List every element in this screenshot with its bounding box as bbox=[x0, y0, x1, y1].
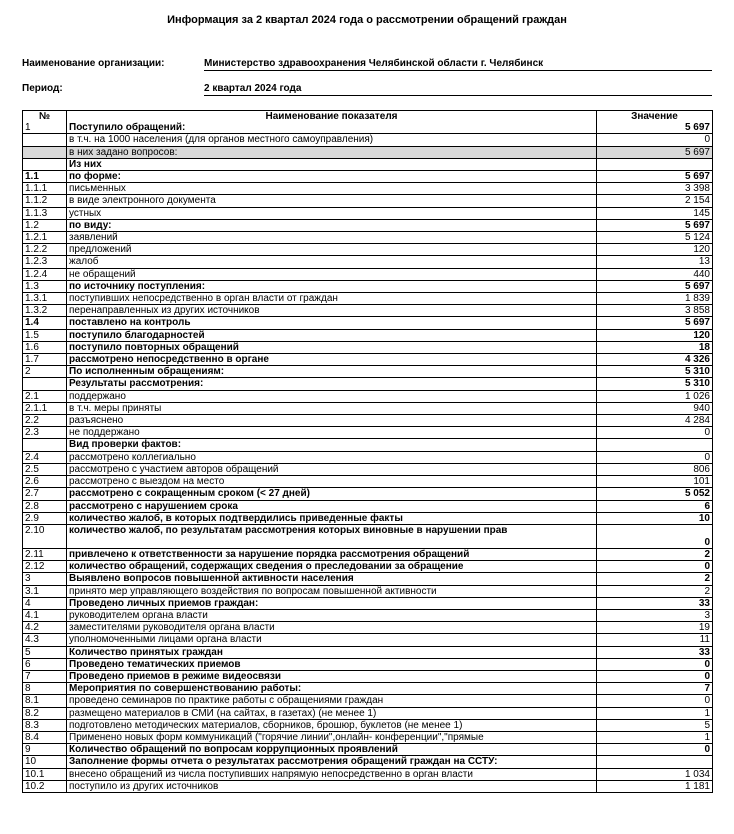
row-number: 2.7 bbox=[23, 488, 67, 500]
row-name: Применено новых форм коммуникаций ("горячие линии",онлайн- конференции","прямые bbox=[67, 731, 597, 743]
table-row bbox=[23, 280, 713, 292]
row-name: привлечено к ответственности за нарушение порядка рассмотрения обращений bbox=[67, 548, 597, 560]
row-value: 13 bbox=[597, 256, 713, 268]
row-name: по источнику поступления: bbox=[67, 280, 597, 292]
table-row bbox=[23, 573, 713, 585]
row-number: 1.3.1 bbox=[23, 293, 67, 305]
table-row bbox=[23, 609, 713, 621]
row-value: 5 bbox=[597, 719, 713, 731]
row-name: Проведено тематических приемов bbox=[67, 658, 597, 670]
row-number: 2.11 bbox=[23, 548, 67, 560]
table-row bbox=[23, 256, 713, 268]
row-number: 6 bbox=[23, 658, 67, 670]
row-number: 1.1.2 bbox=[23, 195, 67, 207]
table-row bbox=[23, 415, 713, 427]
row-name: поддержано bbox=[67, 390, 597, 402]
row-value: 0 bbox=[597, 744, 713, 756]
row-value: 101 bbox=[597, 476, 713, 488]
table-row bbox=[23, 756, 713, 768]
row-name: предложений bbox=[67, 244, 597, 256]
row-value: 2 154 bbox=[597, 195, 713, 207]
table-row bbox=[23, 548, 713, 560]
row-value: 11 bbox=[597, 634, 713, 646]
row-value: 5 697 bbox=[597, 146, 713, 158]
header-name: Наименование показателя bbox=[67, 111, 597, 123]
report-table bbox=[22, 110, 713, 793]
row-name: перенаправленных из других источников bbox=[67, 305, 597, 317]
row-number: 1.7 bbox=[23, 354, 67, 366]
row-name: принято мер управляющего воздействия по вопросам повышенной активности bbox=[67, 585, 597, 597]
row-number: 8.2 bbox=[23, 707, 67, 719]
row-number: 10.1 bbox=[23, 768, 67, 780]
table-row bbox=[23, 512, 713, 524]
row-value: 19 bbox=[597, 622, 713, 634]
table-row bbox=[23, 427, 713, 439]
row-value: 1 026 bbox=[597, 390, 713, 402]
row-value: 3 bbox=[597, 609, 713, 621]
row-name: по форме: bbox=[67, 171, 597, 183]
row-number: 2.1 bbox=[23, 390, 67, 402]
row-name: рассмотрено непосредственно в органе bbox=[67, 354, 597, 366]
row-number: 2.8 bbox=[23, 500, 67, 512]
table-row bbox=[23, 158, 713, 170]
period-value: 2 квартал 2024 года bbox=[204, 83, 712, 96]
row-name: количество жалоб, по результатам рассмотрения которых виновные в нарушении прав bbox=[67, 524, 597, 548]
table-row bbox=[23, 378, 713, 390]
row-value: 2 bbox=[597, 573, 713, 585]
row-value: 10 bbox=[597, 512, 713, 524]
row-value: 18 bbox=[597, 341, 713, 353]
row-value: 3 398 bbox=[597, 183, 713, 195]
row-number: 8.1 bbox=[23, 695, 67, 707]
table-row bbox=[23, 658, 713, 670]
row-number bbox=[23, 439, 67, 451]
org-label: Наименование организации: bbox=[22, 58, 165, 69]
row-value: 4 326 bbox=[597, 354, 713, 366]
row-value: 0 bbox=[597, 561, 713, 573]
row-number: 10 bbox=[23, 756, 67, 768]
row-number: 2.10 bbox=[23, 524, 67, 548]
table-row bbox=[23, 646, 713, 658]
row-number: 1 bbox=[23, 122, 67, 134]
row-number: 2.3 bbox=[23, 427, 67, 439]
row-name: внесено обращений из числа поступивших напрямую непосредственно в орган власти bbox=[67, 768, 597, 780]
row-number: 9 bbox=[23, 744, 67, 756]
row-name: рассмотрено с выездом на место bbox=[67, 476, 597, 488]
table-row bbox=[23, 402, 713, 414]
row-number: 10.2 bbox=[23, 780, 67, 792]
row-number: 1.2 bbox=[23, 219, 67, 231]
table-row bbox=[23, 561, 713, 573]
table-row bbox=[23, 232, 713, 244]
row-value bbox=[597, 158, 713, 170]
row-number: 2 bbox=[23, 366, 67, 378]
row-number: 4.1 bbox=[23, 609, 67, 621]
row-name: разъяснено bbox=[67, 415, 597, 427]
row-value: 0 bbox=[597, 134, 713, 146]
row-name: Проведено приемов в режиме видеосвязи bbox=[67, 670, 597, 682]
row-name: Заполнение формы отчета о результатах рассмотрения обращений граждан на ССТУ: bbox=[67, 756, 597, 768]
table-row bbox=[23, 476, 713, 488]
row-value: 0 bbox=[597, 427, 713, 439]
table-row bbox=[23, 585, 713, 597]
page-title: Информация за 2 квартал 2024 года о рассмотрении обращений граждан bbox=[167, 14, 567, 26]
table-row bbox=[23, 390, 713, 402]
row-number: 8 bbox=[23, 683, 67, 695]
row-value: 2 bbox=[597, 585, 713, 597]
row-name: Количество обращений по вопросам коррупционных проявлений bbox=[67, 744, 597, 756]
row-value: 0 bbox=[597, 658, 713, 670]
row-name: проведено семинаров по практике работы с обращениями граждан bbox=[67, 695, 597, 707]
row-value: 0 bbox=[597, 451, 713, 463]
row-value: 1 839 bbox=[597, 293, 713, 305]
row-value: 5 697 bbox=[597, 171, 713, 183]
table-row bbox=[23, 439, 713, 451]
row-number: 2.9 bbox=[23, 512, 67, 524]
table-row bbox=[23, 707, 713, 719]
period-label: Период: bbox=[22, 83, 63, 94]
row-name: устных bbox=[67, 207, 597, 219]
row-number: 4 bbox=[23, 597, 67, 609]
row-name: заявлений bbox=[67, 232, 597, 244]
row-number: 8.3 bbox=[23, 719, 67, 731]
row-name: поступило благодарностей bbox=[67, 329, 597, 341]
table-row bbox=[23, 134, 713, 146]
table-row bbox=[23, 597, 713, 609]
header-num: № bbox=[23, 111, 67, 123]
table-row bbox=[23, 744, 713, 756]
row-value: 145 bbox=[597, 207, 713, 219]
row-value bbox=[597, 439, 713, 451]
row-number: 1.1.3 bbox=[23, 207, 67, 219]
table-row bbox=[23, 695, 713, 707]
row-name: количество жалоб, в которых подтвердились приведенные факты bbox=[67, 512, 597, 524]
table-row bbox=[23, 146, 713, 158]
row-value: 6 bbox=[597, 500, 713, 512]
row-name: в т.ч. на 1000 населения (для органов местного самоуправления) bbox=[67, 134, 597, 146]
row-name: уполномоченными лицами органа власти bbox=[67, 634, 597, 646]
row-number: 3.1 bbox=[23, 585, 67, 597]
row-value: 5 697 bbox=[597, 122, 713, 134]
table-row bbox=[23, 366, 713, 378]
row-name: Проведено личных приемов граждан: bbox=[67, 597, 597, 609]
row-value: 0 bbox=[597, 695, 713, 707]
row-value bbox=[597, 756, 713, 768]
row-number: 2.4 bbox=[23, 451, 67, 463]
table-row bbox=[23, 195, 713, 207]
table-row bbox=[23, 488, 713, 500]
table-row bbox=[23, 670, 713, 682]
row-name: поступило из других источников bbox=[67, 780, 597, 792]
table-row bbox=[23, 183, 713, 195]
header-value: Значение bbox=[597, 111, 713, 123]
row-number: 1.1 bbox=[23, 171, 67, 183]
row-number: 2.5 bbox=[23, 463, 67, 475]
row-name: поступивших непосредственно в орган власти от граждан bbox=[67, 293, 597, 305]
table-row bbox=[23, 634, 713, 646]
table-row bbox=[23, 317, 713, 329]
row-value: 4 284 bbox=[597, 415, 713, 427]
org-value: Министерство здравоохранения Челябинской области г. Челябинск bbox=[204, 58, 712, 71]
row-number: 1.2.4 bbox=[23, 268, 67, 280]
row-name: количество обращений, содержащих сведения о преследовании за обращение bbox=[67, 561, 597, 573]
row-name: рассмотрено коллегиально bbox=[67, 451, 597, 463]
row-name: в т.ч. меры приняты bbox=[67, 402, 597, 414]
row-value: 7 bbox=[597, 683, 713, 695]
row-value: 33 bbox=[597, 597, 713, 609]
row-value: 33 bbox=[597, 646, 713, 658]
row-number: 2.2 bbox=[23, 415, 67, 427]
row-name: Мероприятия по совершенствованию работы: bbox=[67, 683, 597, 695]
row-value: 806 bbox=[597, 463, 713, 475]
row-number: 1.6 bbox=[23, 341, 67, 353]
row-value: 120 bbox=[597, 244, 713, 256]
row-name: рассмотрено с нарушением срока bbox=[67, 500, 597, 512]
table-row bbox=[23, 171, 713, 183]
row-name: руководителем органа власти bbox=[67, 609, 597, 621]
row-value: 0 bbox=[597, 670, 713, 682]
row-value: 5 697 bbox=[597, 219, 713, 231]
row-value: 0 bbox=[597, 524, 713, 548]
row-name: Вид проверки фактов: bbox=[67, 439, 597, 451]
table-row bbox=[23, 731, 713, 743]
row-value: 5 310 bbox=[597, 378, 713, 390]
table-row bbox=[23, 122, 713, 134]
row-number: 1.3 bbox=[23, 280, 67, 292]
row-number: 4.2 bbox=[23, 622, 67, 634]
row-value: 3 858 bbox=[597, 305, 713, 317]
row-number: 5 bbox=[23, 646, 67, 658]
row-number: 1.2.1 bbox=[23, 232, 67, 244]
row-name: Выявлено вопросов повышенной активности населения bbox=[67, 573, 597, 585]
row-name: рассмотрено с сокращенным сроком (< 27 дней) bbox=[67, 488, 597, 500]
table-body bbox=[23, 122, 713, 792]
row-number: 2.1.1 bbox=[23, 402, 67, 414]
row-value: 1 181 bbox=[597, 780, 713, 792]
row-value: 5 124 bbox=[597, 232, 713, 244]
table-row bbox=[23, 329, 713, 341]
table-row bbox=[23, 268, 713, 280]
row-name: рассмотрено с участием авторов обращений bbox=[67, 463, 597, 475]
row-value: 5 310 bbox=[597, 366, 713, 378]
row-name: жалоб bbox=[67, 256, 597, 268]
row-value: 1 bbox=[597, 731, 713, 743]
row-number: 1.3.2 bbox=[23, 305, 67, 317]
row-number bbox=[23, 158, 67, 170]
row-number bbox=[23, 146, 67, 158]
row-name: письменных bbox=[67, 183, 597, 195]
row-value: 5 052 bbox=[597, 488, 713, 500]
row-name: поступило повторных обращений bbox=[67, 341, 597, 353]
row-number: 1.1.1 bbox=[23, 183, 67, 195]
table-row bbox=[23, 354, 713, 366]
row-name: размещено материалов в СМИ (на сайтах, в газетах) (не менее 1) bbox=[67, 707, 597, 719]
row-name: по виду: bbox=[67, 219, 597, 231]
row-name: По исполненным обращениям: bbox=[67, 366, 597, 378]
table-row bbox=[23, 341, 713, 353]
row-number: 2.12 bbox=[23, 561, 67, 573]
row-number: 1.5 bbox=[23, 329, 67, 341]
row-name: не поддержано bbox=[67, 427, 597, 439]
row-number: 4.3 bbox=[23, 634, 67, 646]
row-number bbox=[23, 378, 67, 390]
row-name: в них задано вопросов: bbox=[67, 146, 597, 158]
row-number: 8.4 bbox=[23, 731, 67, 743]
table-row bbox=[23, 305, 713, 317]
table-row bbox=[23, 719, 713, 731]
row-number: 3 bbox=[23, 573, 67, 585]
table-row bbox=[23, 463, 713, 475]
row-value: 5 697 bbox=[597, 317, 713, 329]
row-number bbox=[23, 134, 67, 146]
row-name: в виде электронного документа bbox=[67, 195, 597, 207]
row-name: Количество принятых граждан bbox=[67, 646, 597, 658]
row-number: 2.6 bbox=[23, 476, 67, 488]
row-number: 1.2.3 bbox=[23, 256, 67, 268]
table-row bbox=[23, 780, 713, 792]
table-row bbox=[23, 219, 713, 231]
row-value: 5 697 bbox=[597, 280, 713, 292]
table-row bbox=[23, 524, 713, 548]
row-name: Поступило обращений: bbox=[67, 122, 597, 134]
table-header bbox=[23, 111, 713, 123]
table-row bbox=[23, 500, 713, 512]
row-value: 2 bbox=[597, 548, 713, 560]
table-row bbox=[23, 683, 713, 695]
row-name: поставлено на контроль bbox=[67, 317, 597, 329]
row-value: 440 bbox=[597, 268, 713, 280]
table-row bbox=[23, 451, 713, 463]
table-row bbox=[23, 244, 713, 256]
row-number: 1.4 bbox=[23, 317, 67, 329]
row-name: Результаты рассмотрения: bbox=[67, 378, 597, 390]
row-name: заместителями руководителя органа власти bbox=[67, 622, 597, 634]
row-value: 120 bbox=[597, 329, 713, 341]
table-row bbox=[23, 768, 713, 780]
row-value: 1 bbox=[597, 707, 713, 719]
row-name: подготовлено методических материалов, сборников, брошюр, буклетов (не менее 1) bbox=[67, 719, 597, 731]
row-name: Из них bbox=[67, 158, 597, 170]
row-value: 1 034 bbox=[597, 768, 713, 780]
row-value: 940 bbox=[597, 402, 713, 414]
table-row bbox=[23, 207, 713, 219]
row-number: 7 bbox=[23, 670, 67, 682]
row-name: не обращений bbox=[67, 268, 597, 280]
table-row bbox=[23, 293, 713, 305]
table-row bbox=[23, 622, 713, 634]
row-number: 1.2.2 bbox=[23, 244, 67, 256]
